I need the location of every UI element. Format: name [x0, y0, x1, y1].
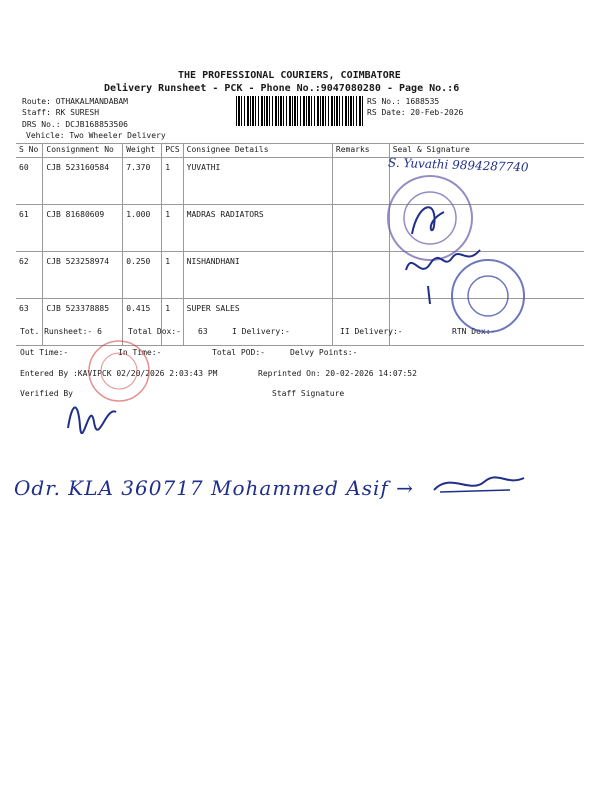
- reprinted-on: Reprinted On: 20-02-2026 14:07:52: [258, 369, 417, 378]
- col-remarks: Remarks: [332, 144, 389, 158]
- cell-sno: 63: [16, 299, 43, 346]
- table-header-row: [16, 144, 584, 158]
- cell-remarks: [332, 205, 389, 252]
- table-row: [16, 205, 584, 252]
- staff-label: Staff: RK SURESH: [22, 108, 100, 117]
- rs-date: RS Date: 20-Feb-2026: [367, 108, 464, 117]
- drs-label: DRS No.: DCJB168853506: [22, 120, 128, 129]
- col-sno: S No: [16, 144, 43, 158]
- cell-consignment: CJB 523160584: [43, 158, 123, 205]
- signature-scribble: [400, 240, 490, 310]
- col-weight: Weight: [123, 144, 162, 158]
- ii-delivery: II Delivery:-: [340, 327, 403, 336]
- cell-consignee: MADRAS RADIATORS: [183, 205, 332, 252]
- cell-pcs: 1: [162, 158, 183, 205]
- company-title: THE PROFESSIONAL COURIERS, COIMBATORE: [178, 70, 401, 81]
- handwritten-note: Odr. KLA 360717 Mohammed Asif →: [14, 476, 414, 500]
- staff-signature-label: Staff Signature: [272, 389, 345, 398]
- rs-no: RS No.: 1688535: [367, 97, 440, 106]
- cell-pcs: 1: [162, 252, 183, 299]
- out-time: Out Time:-: [20, 348, 69, 357]
- col-pcs: PCS: [162, 144, 183, 158]
- vehicle-label: Vehicle: Two Wheeler Delivery: [26, 131, 166, 140]
- cell-weight: 7.370: [123, 158, 162, 205]
- cell-sno: 61: [16, 205, 43, 252]
- i-delivery: I Delivery:-: [232, 327, 290, 336]
- cell-consignment: CJB 523378885: [43, 299, 123, 346]
- col-seal: Seal & Signature: [389, 144, 584, 158]
- cell-remarks: [332, 158, 389, 205]
- cell-consignee: YUVATHI: [183, 158, 332, 205]
- cell-consignee: NISHANDHANI: [183, 252, 332, 299]
- rtn-dox: RTN Dox:-: [452, 327, 496, 336]
- cell-sno: 60: [16, 158, 43, 205]
- verifier-signature: [62, 392, 122, 434]
- cell-consignment: CJB 81680609: [43, 205, 123, 252]
- route-label: Route: OTHAKALMANDABAM: [22, 97, 128, 106]
- cell-weight: 0.415: [123, 299, 162, 346]
- total-dox-label: Total Dox:-: [128, 327, 181, 336]
- total-pod: Total POD:-: [212, 348, 265, 357]
- tot-runsheet: Tot. Runsheet:- 6: [20, 327, 102, 336]
- runsheet-title: Delivery Runsheet - PCK - Phone No.:9047080280 - Page No.:6: [104, 83, 460, 94]
- cell-weight: 0.250: [123, 252, 162, 299]
- cell-remarks: [332, 252, 389, 299]
- cell-pcs: 1: [162, 205, 183, 252]
- col-consignee: Consignee Details: [183, 144, 332, 158]
- cell-pcs: 1: [162, 299, 183, 346]
- cell-remarks: [332, 299, 389, 346]
- total-dox-value: 63: [198, 327, 208, 336]
- cell-consignee: SUPER SALES: [183, 299, 332, 346]
- in-time: In Time:-: [118, 348, 162, 357]
- cell-sno: 62: [16, 252, 43, 299]
- entered-by: Entered By :KAVIPCK 02/20/2026 2:03:43 PM: [20, 369, 218, 378]
- verified-by: Verified By: [20, 389, 73, 398]
- cell-weight: 1.000: [123, 205, 162, 252]
- bottom-signature: [430, 470, 530, 500]
- barcode: [236, 96, 364, 126]
- delvy-points: Delvy Points:-: [290, 348, 358, 357]
- col-consignment: Consignment No: [43, 144, 123, 158]
- cell-consignment: CJB 523258974: [43, 252, 123, 299]
- handwritten-recipient: S. Yuvathi 9894287740: [387, 155, 529, 175]
